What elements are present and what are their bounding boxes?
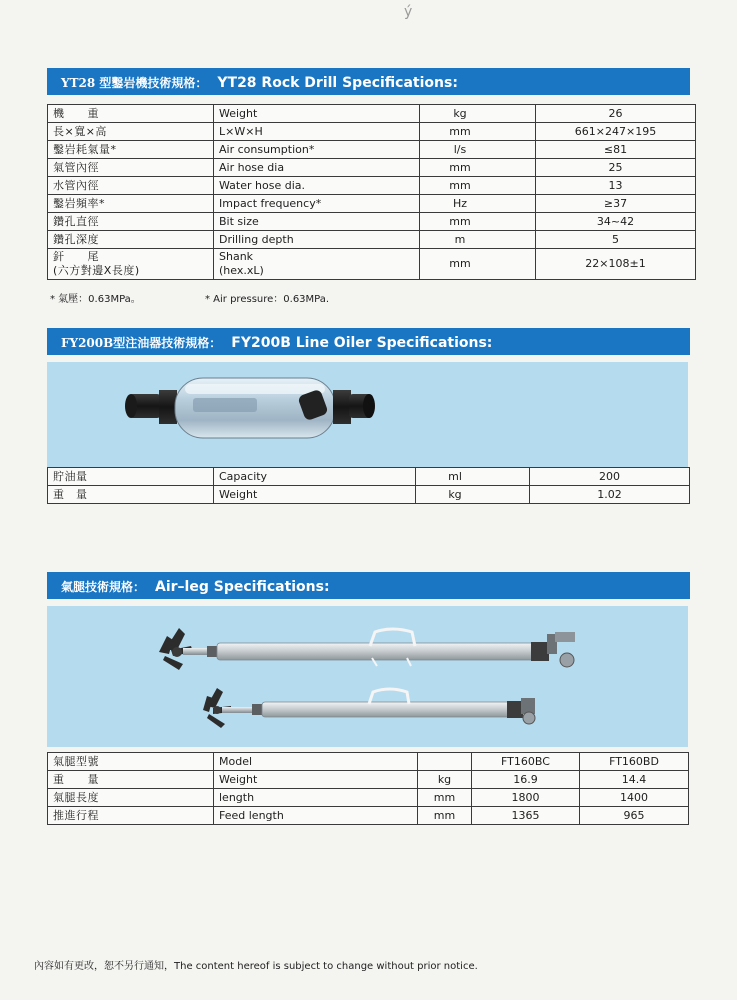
spec-unit (418, 753, 472, 771)
spec-name-cn: 氣腿長度 (48, 789, 214, 807)
spec-name-en: Bit size (214, 213, 420, 231)
spec-name-en: length (214, 789, 418, 807)
spec-name-en: Impact frequency* (214, 195, 420, 213)
airleg-photo-panel (47, 606, 688, 747)
spec-value: 26 (536, 105, 696, 123)
table-row (48, 141, 696, 159)
airleg-ft160bc (159, 628, 575, 670)
spec-unit: mm (418, 789, 472, 807)
spec-unit: mm (420, 159, 536, 177)
spec-unit: kg (418, 771, 472, 789)
airleg-header-en: Air–leg Specifications: (155, 579, 330, 595)
airleg-ft160bd (203, 688, 535, 728)
table-row (48, 468, 690, 486)
spec-name-cn: 重 量 (48, 486, 214, 504)
table-row (48, 195, 696, 213)
spec-value: 25 (536, 159, 696, 177)
oiler-photo-panel (47, 362, 688, 467)
fy200b-header-cn: FY200B型注油器技術規格： (61, 336, 222, 350)
spec-value: 34~42 (536, 213, 696, 231)
spec-value: 13 (536, 177, 696, 195)
spec-value-model2: 1400 (580, 789, 689, 807)
air-pressure-note-cn: * 氣壓：0.63MPa。 (50, 294, 141, 305)
fy200b-header (47, 328, 690, 355)
top-mark: ý (404, 4, 413, 20)
spec-value-model1: FT160BC (472, 753, 580, 771)
airleg-header-cn: 氣腿技術規格： (61, 580, 146, 594)
spec-name-en: Feed length (214, 807, 418, 825)
spec-unit: kg (420, 105, 536, 123)
table-row (48, 789, 689, 807)
spec-name-cn: 水管內徑 (48, 177, 214, 195)
line-oiler-illustration (47, 362, 688, 467)
spec-name-en: Drilling depth (214, 231, 420, 249)
yt28-header-cn: YT28 型鑿岩機技術規格： (61, 76, 208, 90)
spec-unit: mm (420, 177, 536, 195)
table-row (48, 771, 689, 789)
spec-name-cn (48, 249, 214, 280)
spec-name-en: Water hose dia. (214, 177, 420, 195)
spec-name-en: Weight (214, 771, 418, 789)
spec-name-cn: 鑽孔深度 (48, 231, 214, 249)
air-pressure-note-en: * Air pressure：0.63MPa. (205, 294, 330, 305)
spec-name-cn: 鑿岩耗氣量* (48, 141, 214, 159)
spec-name-cn: 重 量 (48, 771, 214, 789)
fy200b-header-en: FY200B Line Oiler Specifications: (231, 335, 493, 351)
spec-unit: mm (420, 249, 536, 280)
shank-en-line1: Shank (219, 250, 254, 263)
spec-name-cn: 長×寬×高 (48, 123, 214, 141)
shank-cn-line1: 釬 尾 (53, 250, 99, 263)
spec-unit: mm (420, 213, 536, 231)
spec-unit: mm (418, 807, 472, 825)
spec-name-cn: 鑿岩頻率* (48, 195, 214, 213)
spec-value-model2: 14.4 (580, 771, 689, 789)
spec-value: ≥37 (536, 195, 696, 213)
spec-unit: kg (416, 486, 530, 504)
table-row (48, 807, 689, 825)
spec-name-en: Capacity (214, 468, 416, 486)
spec-value: 5 (536, 231, 696, 249)
table-row (48, 231, 696, 249)
spec-name-cn: 氣腿型號 (48, 753, 214, 771)
spec-name-en: L×W×H (214, 123, 420, 141)
spec-name-cn: 鑽孔直徑 (48, 213, 214, 231)
airleg-header (47, 572, 690, 599)
yt28-spec-table (47, 104, 696, 280)
spec-value: 661×247×195 (536, 123, 696, 141)
spec-unit: Hz (420, 195, 536, 213)
spec-name-en: Weight (214, 105, 420, 123)
table-row (48, 753, 689, 771)
table-row (48, 486, 690, 504)
spec-name-cn: 推進行程 (48, 807, 214, 825)
footer-notice: 內容如有更改，恕不另行通知，The content hereof is subject to change without prior notice. (34, 961, 478, 972)
yt28-header-en: YT28 Rock Drill Specifications: (217, 75, 458, 91)
table-row (48, 123, 696, 141)
spec-value: ≤81 (536, 141, 696, 159)
table-row (48, 213, 696, 231)
spec-value-model2: FT160BD (580, 753, 689, 771)
spec-name-en: Air consumption* (214, 141, 420, 159)
shank-en-line2: (hex.xL) (219, 264, 264, 277)
spec-value: 200 (530, 468, 690, 486)
yt28-header (47, 68, 690, 95)
spec-name-cn: 機 重 (48, 105, 214, 123)
spec-value-model1: 1800 (472, 789, 580, 807)
spec-name-en: Weight (214, 486, 416, 504)
spec-value-model1: 16.9 (472, 771, 580, 789)
spec-name-en: Air hose dia (214, 159, 420, 177)
spec-name-en: Model (214, 753, 418, 771)
table-row (48, 105, 696, 123)
spec-value: 22×108±1 (536, 249, 696, 280)
spec-value-model2: 965 (580, 807, 689, 825)
spec-unit: m (420, 231, 536, 249)
table-row (48, 177, 696, 195)
spec-value-model1: 1365 (472, 807, 580, 825)
spec-unit: ml (416, 468, 530, 486)
table-row-shank (48, 249, 696, 280)
fy200b-spec-table (47, 467, 690, 504)
airleg-illustration (47, 606, 688, 747)
spec-name-cn: 氣管內徑 (48, 159, 214, 177)
spec-unit: l/s (420, 141, 536, 159)
spec-unit: mm (420, 123, 536, 141)
table-row (48, 159, 696, 177)
spec-name-cn: 貯油量 (48, 468, 214, 486)
spec-value: 1.02 (530, 486, 690, 504)
spec-name-en (214, 249, 420, 280)
shank-cn-line2: (六方對邊X長度) (53, 264, 140, 277)
airleg-spec-table (47, 752, 689, 825)
